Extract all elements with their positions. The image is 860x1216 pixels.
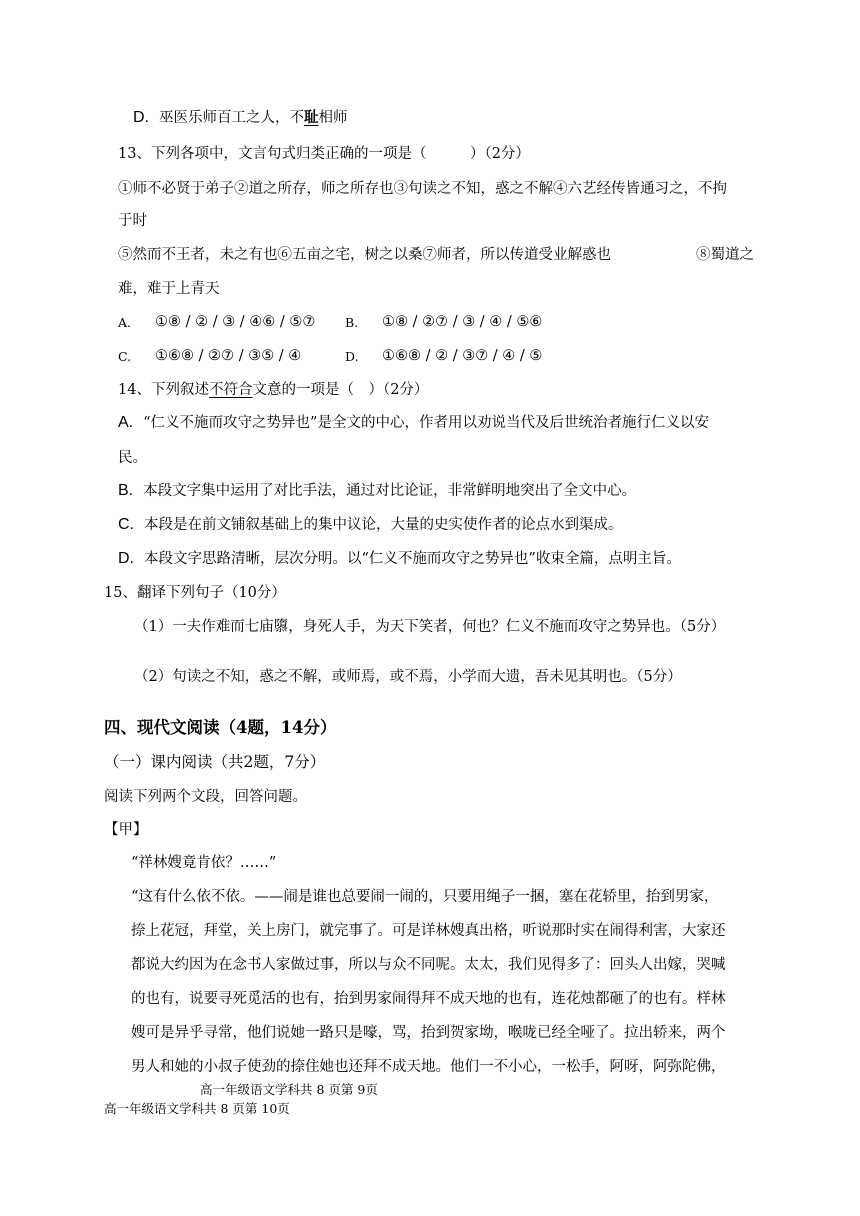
q14-option-a-letter: A.	[118, 414, 134, 431]
q14-option-d-letter: D.	[118, 550, 134, 567]
q14-option-a-text: “仁义不施而攻守之势异也”是全文的中心，作者用以劝说当代及后世统治者施行仁义以安	[143, 415, 709, 431]
q14-stem	[118, 380, 428, 400]
q14-option-c-letter: C.	[118, 516, 134, 533]
passage-line-7: 男人和她的小叔子使劲的捺住她也还拜不成天地。他们一不小心，一松手，阿呀，阿弥陀佛，	[131, 1059, 726, 1075]
q13-option-c-letter: C.	[118, 349, 132, 364]
page-footer-1: 高一年级语文学科共 8 页第 9页	[200, 1082, 378, 1097]
passage-line-3: 捺上花冠，拜堂，关上房门，就完事了。可是详林嫂真出格，听说那时实在闹得利害，大家还	[131, 923, 726, 939]
q14-option-a	[118, 413, 709, 433]
q13-option-a-letter: A.	[118, 315, 132, 330]
q12-option-d-letter: D.	[133, 109, 149, 126]
q13-items-line-3a: ⑤然而不王者，未之有也⑥五亩之宅，树之以桑⑦师者，所以传道受业解惑也	[118, 247, 611, 263]
section-4-instruction: 阅读下列两个文段，回答问题。	[104, 789, 307, 805]
q13-items-line-4: 难，难于上青天	[118, 281, 220, 297]
q13-option-d: ①⑥⑧ / ② / ③⑦ / ④ / ⑤	[382, 348, 543, 364]
q12-option-d-emphasis: 耻	[304, 109, 319, 126]
q13-items-line-1: ①师不必贤于弟子②道之所存，师之所存也③句读之不知，惑之不解④六艺经传皆通习之，不拘	[118, 181, 727, 197]
q13-option-b-letter: B.	[345, 315, 359, 330]
q15-sentence-1: （1）一夫作难而七庙隳，身死人手，为天下笑者，何也？仁义不施而攻守之势异也。（5分）	[134, 619, 726, 635]
q13-items-line-2: 于时	[118, 213, 147, 229]
page-footer-2: 高一年级语文学科共 8 页第 10页	[104, 1101, 290, 1116]
q14-option-a-continuation: 民。	[118, 450, 147, 466]
q13-option-a: ①⑧ / ② / ③ / ④⑥ / ⑤⑦	[155, 314, 316, 330]
q13-stem: 13、下列各项中，文言句式归类正确的一项是（ ）（2分）	[118, 146, 530, 162]
q14-stem-after: 文意的一项是（ ）（2分）	[252, 382, 429, 398]
q12-option-d-text-before: 巫医乐师百工之人，不	[159, 110, 304, 126]
q12-option-d	[133, 108, 348, 128]
q14-stem-before: 14、下列叙述	[118, 382, 209, 398]
passage-line-6: 嫂可是异乎寻常，他们说她一路只是嚎，骂，抬到贺家坳，喉咙已经全哑了。拉出轿来，两个	[131, 1025, 726, 1041]
q14-option-c-text: 本段是在前文铺叙基础上的集中议论，大量的史实使作者的论点水到渠成。	[144, 517, 623, 533]
passage-line-2: “这有什么依不依。——闹是谁也总要闹一闹的，只要用绳子一捆，塞在花轿里，抬到男家，	[131, 889, 719, 905]
passage-label-jia: 【甲】	[104, 822, 148, 838]
q13-option-c: ①⑥⑧ / ②⑦ / ③⑤ / ④	[155, 348, 302, 364]
q14-option-c	[118, 515, 623, 535]
q14-stem-emphasis: 不符合	[208, 382, 253, 398]
passage-line-1: “祥林嫂竟肯依？……”	[131, 855, 277, 871]
q14-option-b-letter: B.	[118, 482, 134, 499]
q13-option-b: ①⑧ / ②⑦ / ③ / ④ / ⑤⑥	[382, 314, 543, 330]
q14-option-b	[118, 481, 636, 501]
q15-sentence-2: （2）句读之不知，惑之不解，或师焉，或不焉，小学而大遗，吾未见其明也。（5分）	[134, 669, 682, 685]
q12-option-d-text-after: 相师	[318, 110, 348, 126]
q14-option-b-text: 本段文字集中运用了对比手法，通过对比论证，非常鲜明地突出了全文中心。	[143, 483, 637, 499]
q14-option-d-text: 本段文字思路清晰，层次分明。以“仁义不施而攻守之势异也”收束全篇，点明主旨。	[144, 551, 681, 567]
q13-option-d-letter: D.	[345, 349, 359, 364]
q15-stem: 15、翻译下列句子（10分）	[104, 585, 286, 601]
section-4-subtitle: （一）课内阅读（共2题，7分）	[104, 753, 326, 771]
q14-option-d	[118, 549, 681, 569]
passage-line-4: 都说大约因为在念书人家做过事，所以与众不同呢。太太，我们见得多了：回头人出嫁，哭喊	[131, 957, 726, 973]
passage-line-5: 的也有，说要寻死觅活的也有，抬到男家闹得拜不成天地的也有，连花烛都砸了的也有。样林	[131, 991, 726, 1007]
q13-items-line-3b: ⑧蜀道之	[696, 247, 754, 263]
section-4-title: 四、现代文阅读（4题，14分）	[104, 718, 337, 737]
